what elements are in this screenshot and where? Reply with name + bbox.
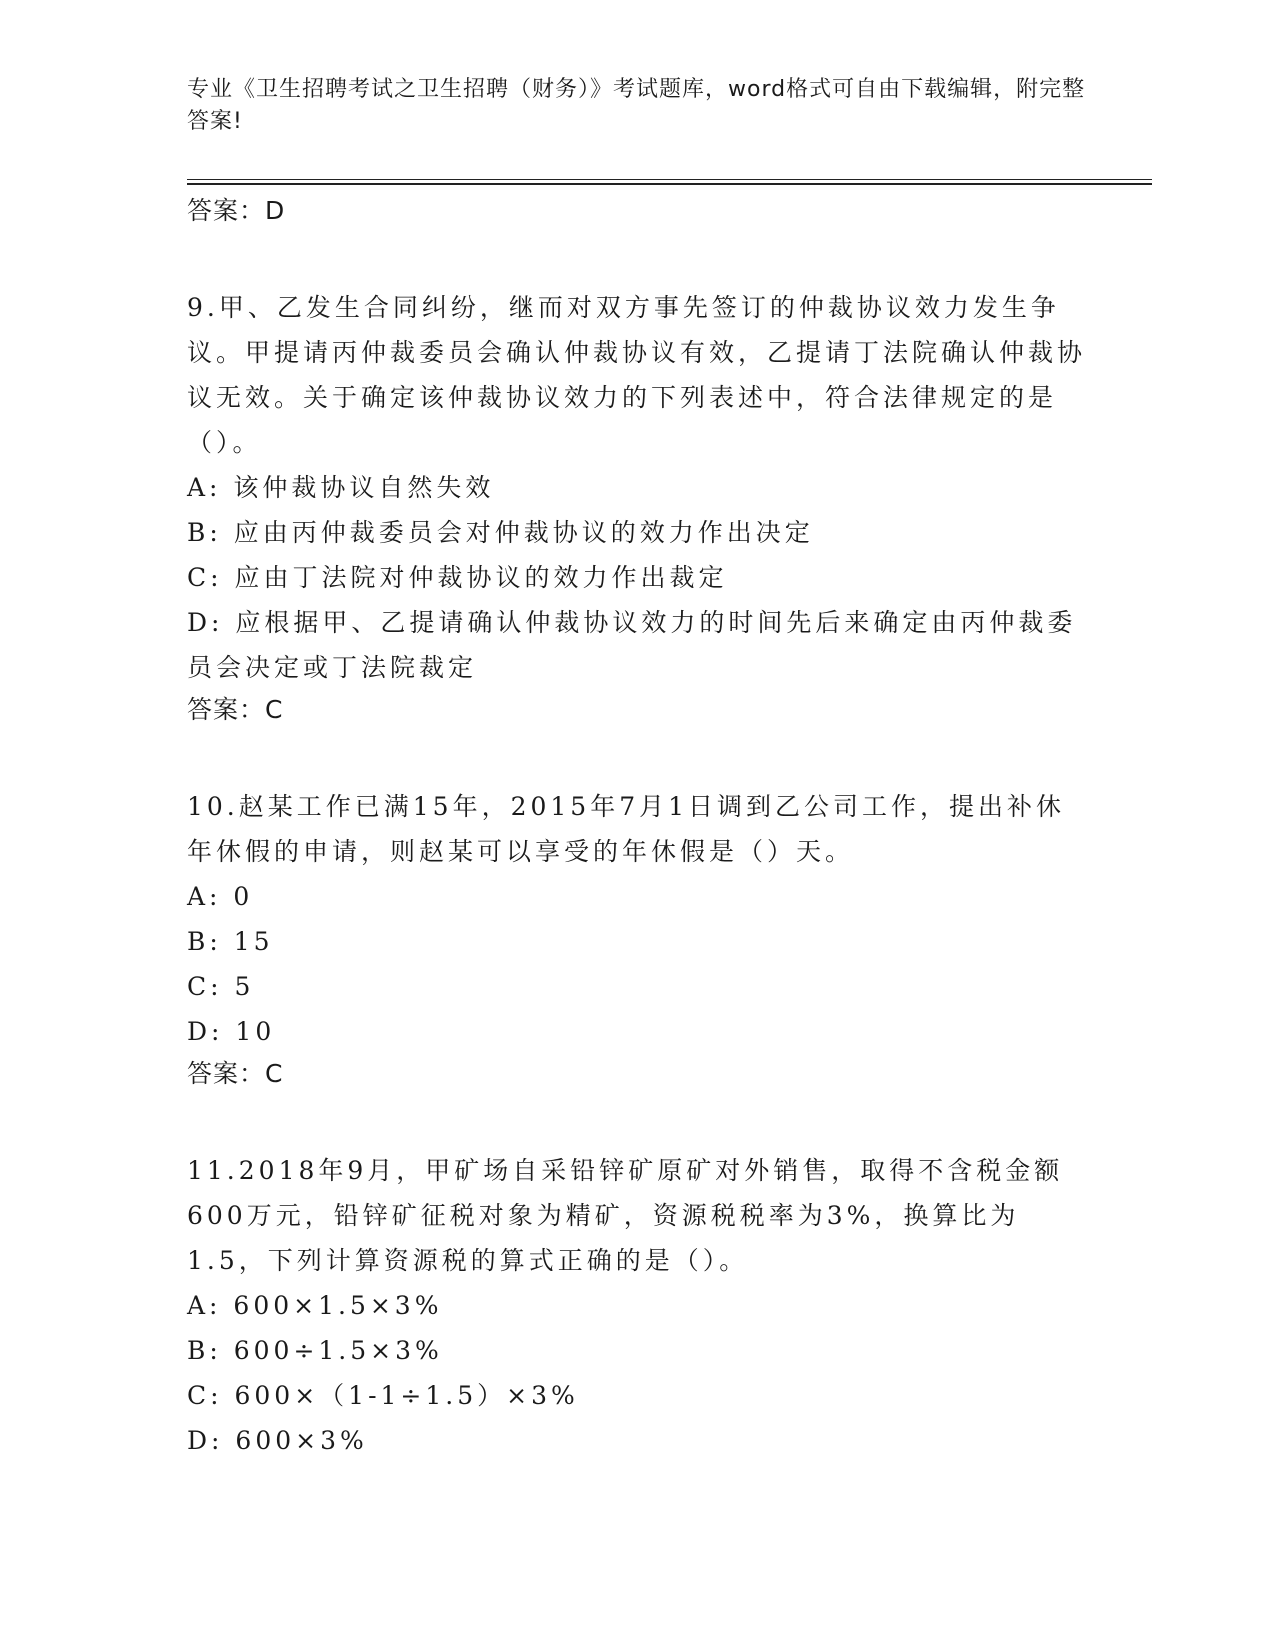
question-10-answer: 答案：C [187,1059,284,1088]
question-11-option-a: A: 600×1.5×3% [187,1291,443,1320]
question-11-option-c: C: 600×（1-1÷1.5）×3% [187,1381,579,1410]
document-header [187,74,1087,138]
question-9 [187,285,1087,730]
question-11-text: 11.2018年9月，甲矿场自采铅锌矿原矿对外销售，取得不含税金额600万元，铅锌矿征税对象为精矿，资源税税率为3%，换算比为1.5，下列计算资源税的算式正确的是（）。 [187,1156,1064,1275]
spacer [187,1094,1087,1148]
question-10 [187,784,1087,1094]
spacer [187,231,1087,285]
question-10-option-c: C: 5 [187,972,255,1001]
question-10-option-d: D: 10 [187,1017,276,1046]
question-10-option-a: A: 0 [187,882,254,911]
question-9-answer: 答案：C [187,695,284,724]
question-10-option-b: B: 15 [187,927,274,956]
header-title: 专业《卫生招聘考试之卫生招聘（财务）》考试题库，word格式可自由下载编辑，附完整答案! [187,77,1086,134]
header-divider-thick [187,183,1152,185]
question-9-option-d: D: 应根据甲、乙提请确认仲裁协议效力的时间先后来确定由丙仲裁委员会决定或丁法院裁定 [187,608,1077,682]
question-11-option-b: B: 600÷1.5×3% [187,1336,443,1365]
previous-answer: 答案：D [187,196,286,225]
question-11-option-d: D: 600×3% [187,1426,368,1455]
question-9-option-a: A: 该仲裁协议自然失效 [187,473,495,502]
question-9-option-b: B: 应由丙仲裁委员会对仲裁协议的效力作出决定 [187,518,814,547]
question-9-option-c: C: 应由丁法院对仲裁协议的效力作出裁定 [187,563,728,592]
question-11 [187,1148,1087,1463]
header-divider-thin [187,179,1152,180]
question-10-text: 10.赵某工作已满15年，2015年7月1日调到乙公司工作，提出补休年休假的申请，则赵某可以享受的年休假是（）天。 [187,792,1066,866]
question-list [187,191,1087,1463]
spacer [187,730,1087,784]
question-9-text: 9.甲、乙发生合同纠纷，继而对双方事先签订的仲裁协议效力发生争议。甲提请丙仲裁委员会确认仲裁协议有效，乙提请丁法院确认仲裁协议无效。关于确定该仲裁协议效力的下列表述中，符合法律规定的是（）。 [187,293,1087,457]
